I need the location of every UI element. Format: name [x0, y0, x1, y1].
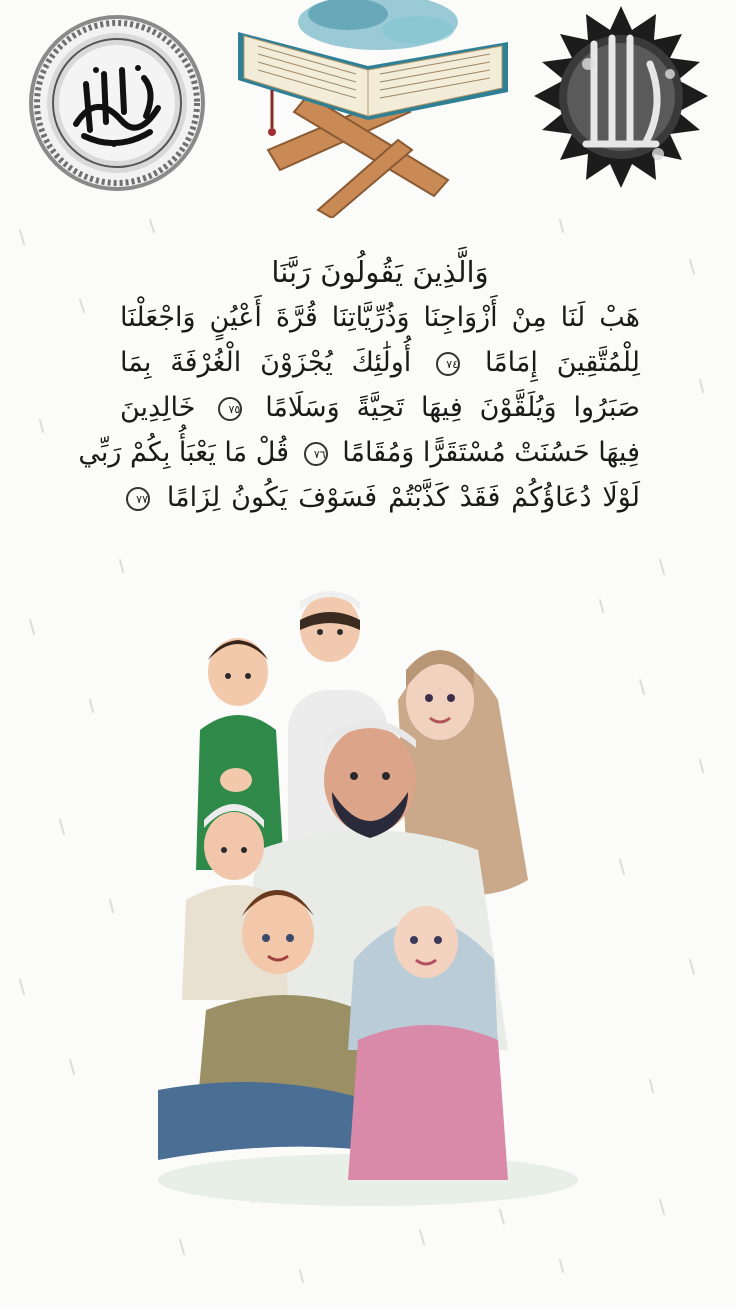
ayah-number-marker: ٧٤: [436, 352, 460, 376]
verse-text: هَبْ لَنَا مِنْ أَزْوَاجِنَا وَذُرِّيَّاتِنَا قُرَّةَ أَعْيُنٍ وَاجْعَلْنَا: [120, 302, 640, 333]
ayah-number-marker: ٧٥: [218, 397, 242, 421]
verse-text: خَالِدِينَ: [120, 392, 196, 423]
quran-verse-block: [78, 250, 640, 520]
verse-line: [120, 250, 640, 295]
verse-line: [120, 385, 640, 430]
verse-line: [120, 340, 640, 385]
quran-calligraphy-medallion: [26, 12, 208, 194]
allah-calligraphy-medallion: [528, 4, 714, 190]
verse-text: لَوْلَا دُعَاؤُكُمْ فَقَدْ كَذَّبْتُمْ فَسَوْفَ يَكُونُ لِزَامًا: [166, 482, 640, 513]
verse-text: أُولَٰئِكَ يُجْزَوْنَ الْغُرْفَةَ بِمَا: [120, 347, 412, 378]
ayah-number-marker: ٧٧: [126, 487, 150, 511]
verse-line: [120, 295, 640, 340]
family-illustration: [148, 580, 588, 1212]
verse-text: وَالَّذِينَ يَقُولُونَ رَبَّنَا: [271, 255, 489, 289]
ayah-number-marker: ٧٦: [304, 442, 328, 466]
verse-text: صَبَرُوا وَيُلَقَّوْنَ فِيهَا تَحِيَّةً وَسَلَامًا: [265, 392, 640, 423]
verse-line: [78, 430, 640, 475]
verse-text: قُلْ مَا يَعْبَأُ بِكُمْ رَبِّي: [78, 437, 290, 468]
verse-line: [120, 475, 640, 520]
verse-text: لِلْمُتَّقِينَ إِمَامًا: [484, 347, 640, 378]
verse-text: فِيهَا حَسُنَتْ مُسْتَقَرًّا وَمُقَامًا: [342, 437, 640, 468]
open-quran-on-stand-icon: [228, 0, 518, 218]
